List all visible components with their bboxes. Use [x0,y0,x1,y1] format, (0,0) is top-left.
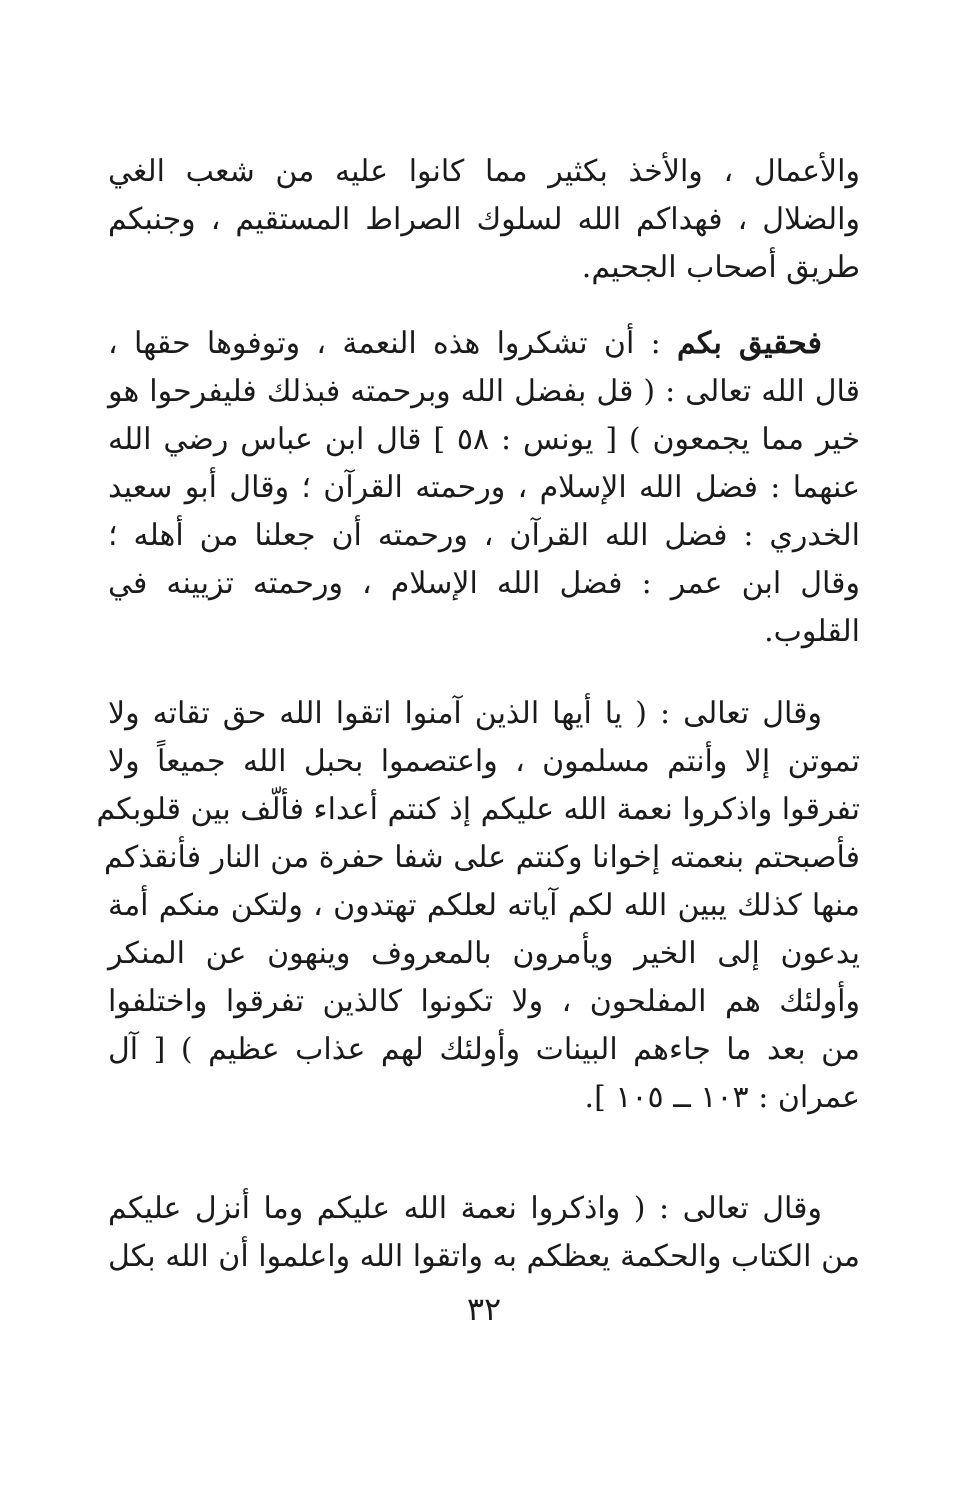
page-number: ٣٢ [466,1290,502,1328]
paragraph-1 [108,148,860,292]
paragraph-line: من الكتاب والحكمة يعظكم به واتقوا الله واعلموا أن الله بكل [108,1239,860,1274]
paragraph-2 [108,320,860,656]
paragraph-line: وقال ابن عمر : فضل الله الإسلام ، ورحمته تزيينه في [108,566,860,601]
paragraph-line: والضلال ، فهداكم الله لسلوك الصراط المستقيم ، وجنبكم [108,202,860,237]
paragraph-4 [108,1185,860,1281]
paragraph-line: والأعمال ، والأخذ بكثير مما كانوا عليه من شعب الغي [108,154,860,189]
paragraph-line: يدعون إلى الخير ويأمرون بالمعروف وينهون عن المنكر [108,936,860,971]
paragraph-line: وأولئك هم المفلحون ، ولا تكونوا كالذين تفرقوا واختلفوا [108,984,860,1019]
paragraph-line [108,1185,860,1233]
paragraph-line: خير مما يجمعون ) [ يونس : ٥٨ ] قال ابن عباس رضي الله [108,422,860,457]
paragraph-line [108,690,860,738]
paragraph-line: قال الله تعالى : ( قل بفضل الله وبرحمته فبذلك فليفرحوا هو [108,374,860,409]
paragraph-line: تفرقوا واذكروا نعمة الله عليكم إذ كنتم أعداء فألّف بين قلوبكم [96,792,860,827]
paragraph-line: القلوب. [764,614,860,649]
paragraph-line: الخدري : فضل الله القرآن ، ورحمته أن جعلنا من أهله ؛ [108,518,860,553]
paragraph-line: عنهما : فضل الله الإسلام ، ورحمته القرآن ؛ وقال أبو سعيد [108,470,860,505]
paragraph-line-rest: : أن تشكروا هذه النعمة ، وتوفوها حقها ، [108,326,677,361]
paragraph-line: عمران : ١٠٣ ــ ١٠٥ ]. [584,1080,860,1115]
paragraph-line-text: وقال تعالى : ( واذكروا نعمة الله عليكم وما أنزل عليكم [108,1191,822,1226]
bold-lead-text: فحقيق بكم [676,326,822,361]
paragraph-line: فأصبحتم بنعمته إخوانا وكنتم على شفا حفرة من النار فأنقذكم [104,840,860,875]
paragraph-line: منها كذلك يبين الله لكم آياته لعلكم تهتدون ، ولتكن منكم أمة [108,888,860,923]
paragraph-line [108,320,860,368]
paragraph-line: تموتن إلا وأنتم مسلمون ، واعتصموا بحبل الله جميعاً ولا [108,744,860,779]
paragraph-line: من بعد ما جاءهم البينات وأولئك لهم عذاب عظيم ) [ آل [108,1032,860,1067]
paragraph-line-text: وقال تعالى : ( يا أيها الذين آمنوا اتقوا الله حق تقاته ولا [108,696,822,731]
paragraph-3 [96,690,860,1122]
paragraph-line: طريق أصحاب الجحيم. [581,250,860,285]
